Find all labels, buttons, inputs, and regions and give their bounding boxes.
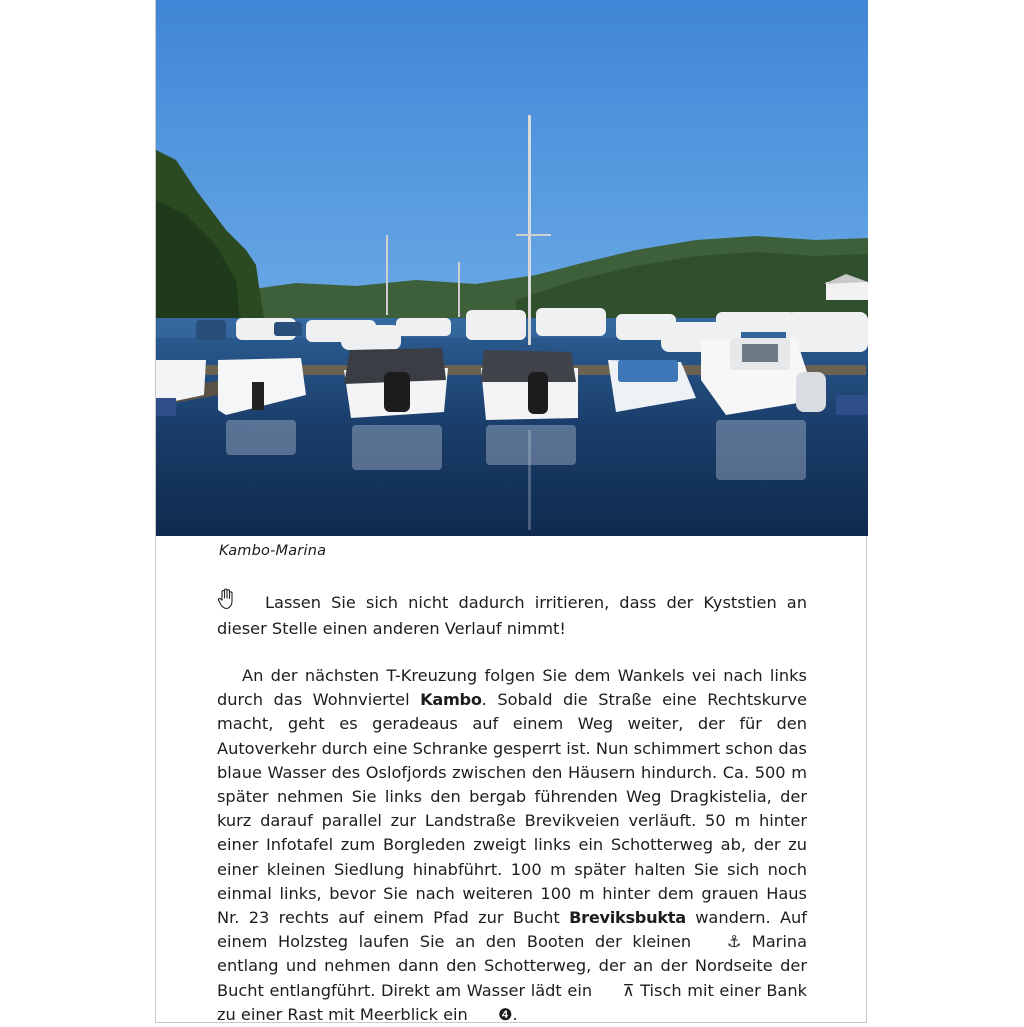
place-breviksbukta: Breviksbukta [569, 908, 686, 928]
photo-caption: Kambo-Marina [219, 543, 327, 559]
body-text-6: . [512, 1004, 518, 1024]
marina-photo [156, 0, 868, 536]
route-description [217, 664, 807, 1027]
note-paragraph [217, 588, 807, 641]
body-text-5: Tisch mit einer Bank zu einer Rast mit Meerblick ein [217, 980, 807, 1024]
note-text: Lassen Sie sich nicht dadurch irritieren, dass der Kyststien an dieser Stelle einen anderen Verlauf nimmt! [217, 593, 807, 639]
body-text-4: Marina entlang und nehmen dann den Schotterweg, der an der Nordseite der Bucht entlangführt. Direkt am Wasser lädt ein [217, 932, 807, 1000]
book-page [155, 0, 867, 1023]
body-text-3: wandern. Auf einem Holzsteg laufen Sie an den Booten der kleinen [217, 908, 807, 952]
place-kambo: Kambo [420, 690, 482, 710]
anchor-icon: ⚓ [726, 932, 742, 952]
body-text-1: An der nächsten T-Kreuzung folgen Sie dem Wankels vei nach links durch das Wohnviertel [217, 666, 807, 710]
hand-icon [217, 588, 239, 617]
waypoint-marker-4: ❹ [497, 1004, 513, 1024]
body-text-2: . Sobald die Straße eine Rechtskurve macht, geht es geradeaus auf einem Weg weiter, der für den Autoverkehr durch eine Schranke gesperrt ist. Nun schimmert schon das blaue Wasser des Oslofjords zwischen den Häusern hindurch. Ca. 500 m später nehmen Sie links den bergab führenden Weg Dragkistelia, der kurz darauf parallel zur Landstraße Brevikveien verläuft. 50 m hinter einer Infotafel zum Borgleden zweigt links ein Schotterweg ab, der zu einer kleinen Siedlung hinabführt. 100 m später halten Sie sich noch einmal links, bevor Sie nach weiteren 100 m hinter dem grauen Haus Nr. 23 rechts auf einem Pfad zur Bucht [217, 690, 807, 928]
picnic-table-icon: ⊼ [622, 980, 635, 1000]
